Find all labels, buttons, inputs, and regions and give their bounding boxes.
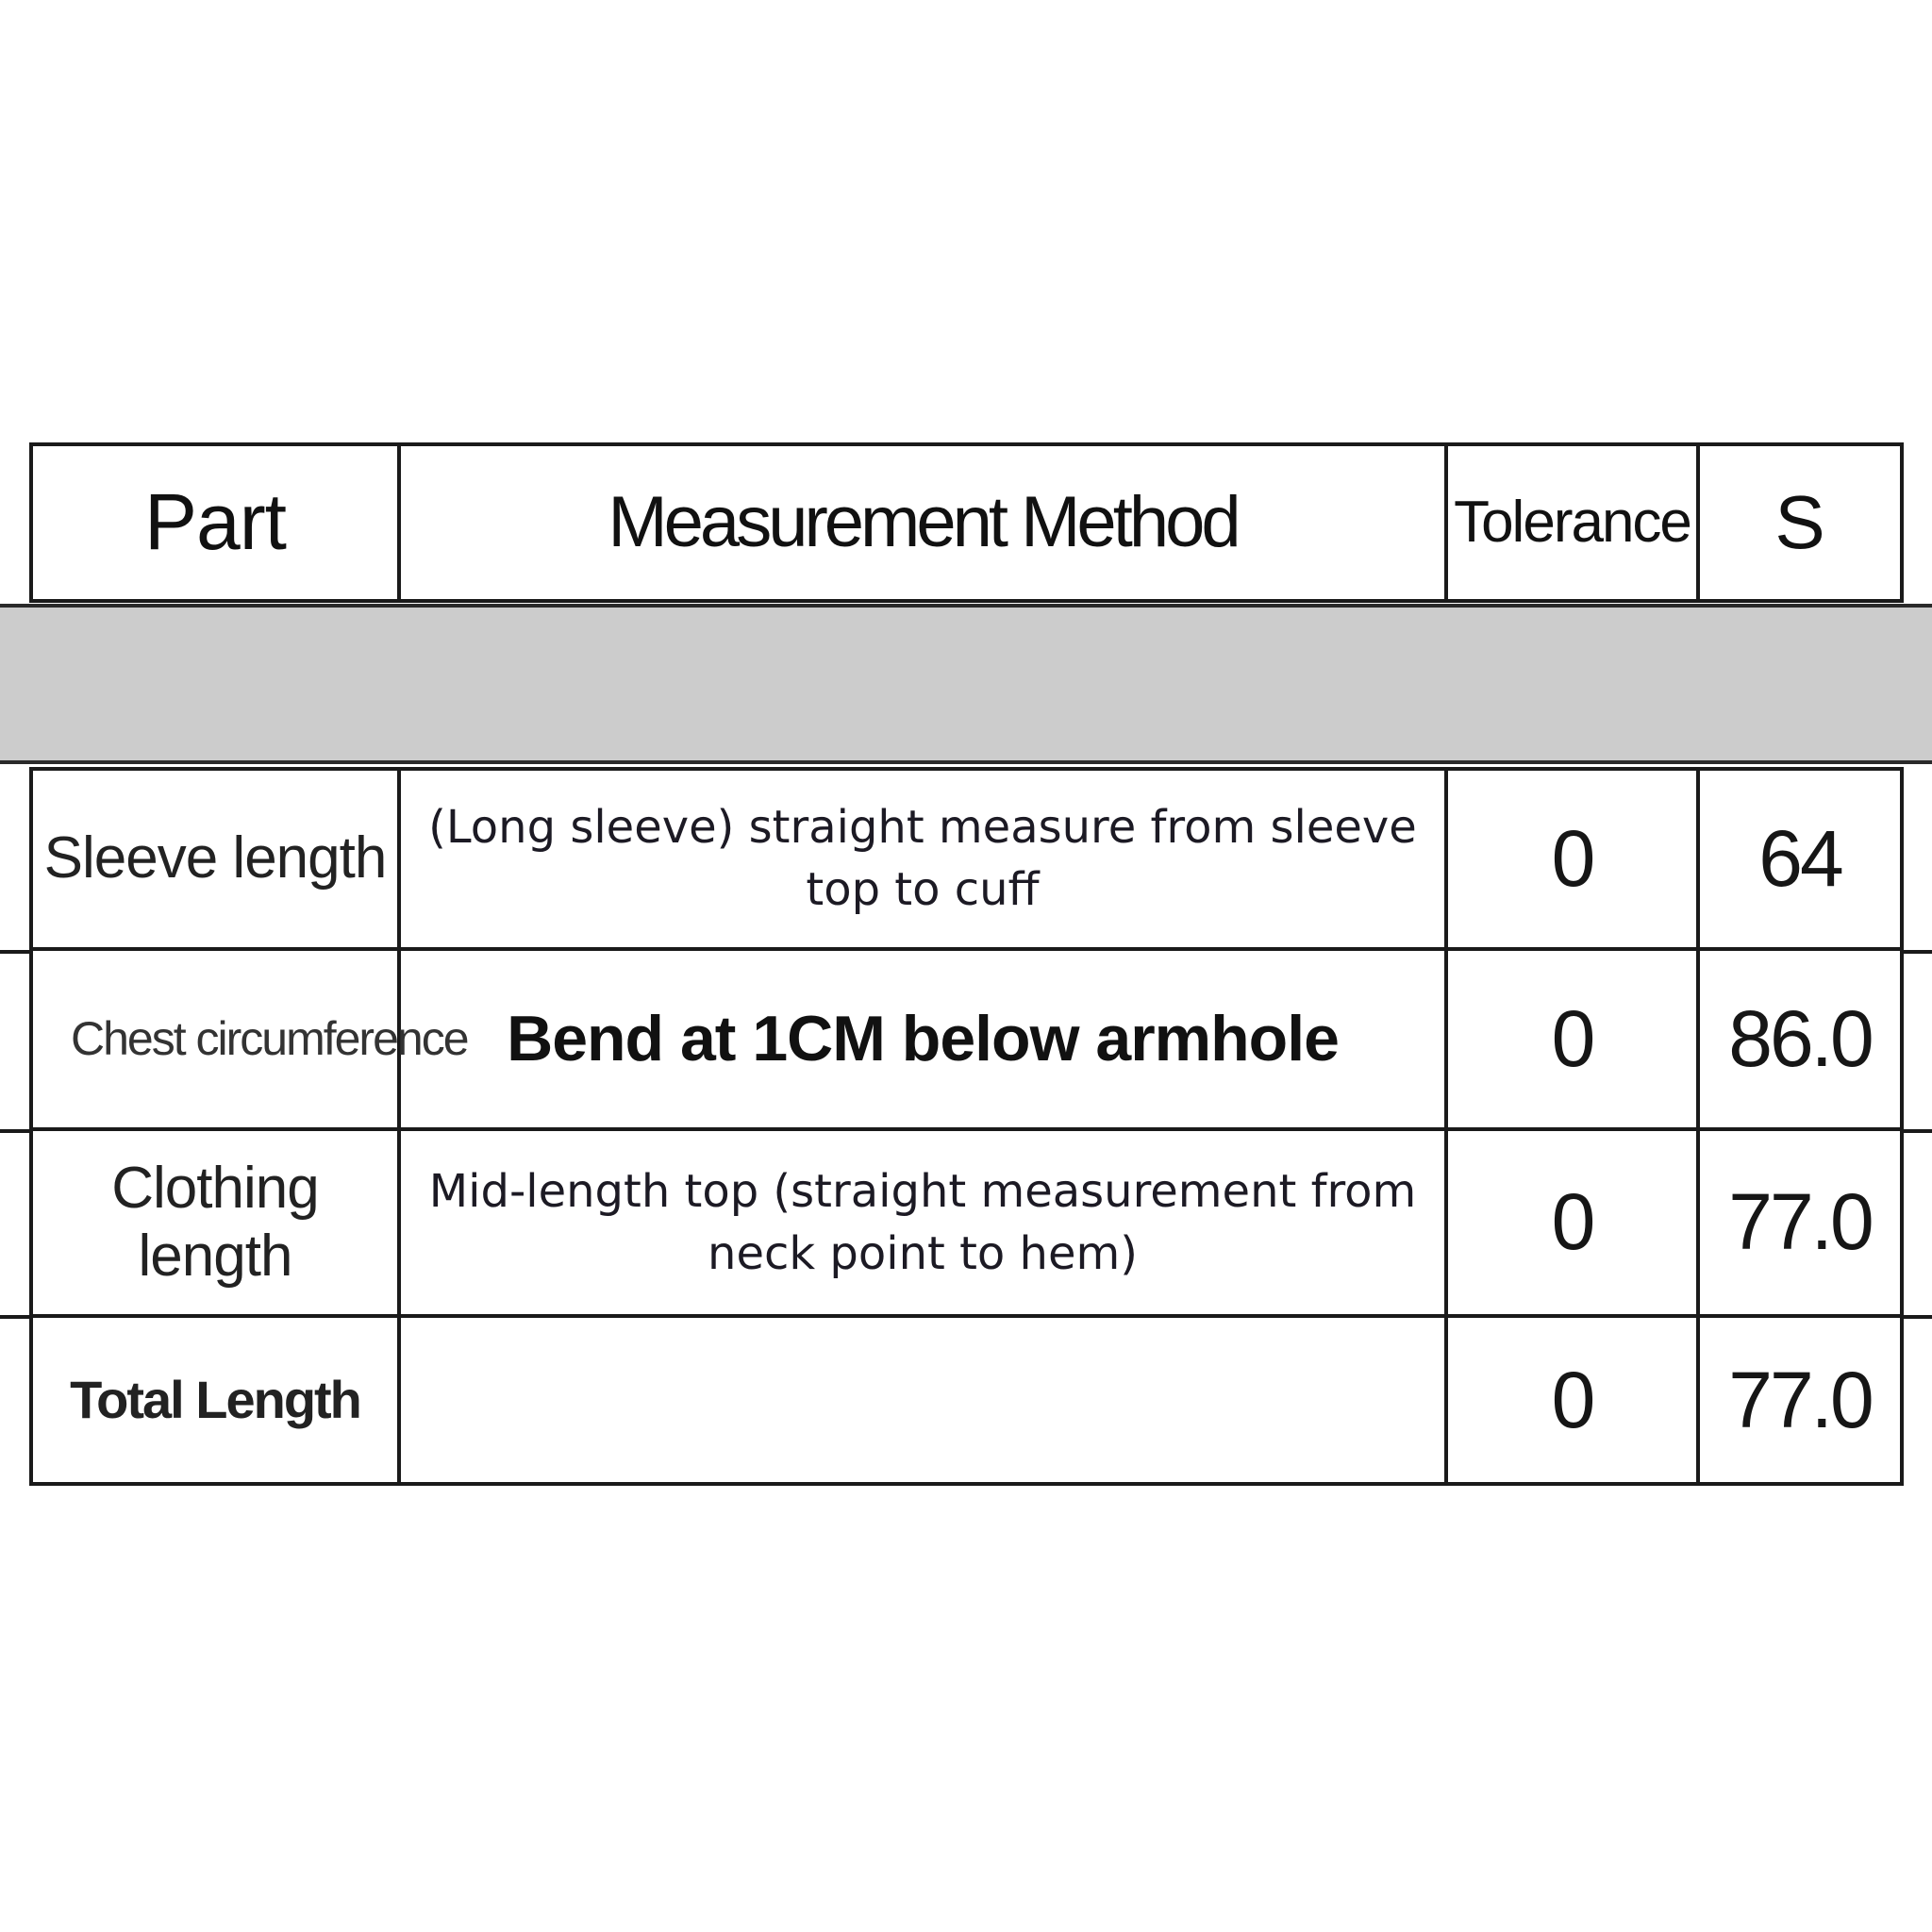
row-divider-stub-left bbox=[0, 1129, 29, 1133]
spacer-cell bbox=[31, 601, 1902, 769]
tolerance-cell: 0 bbox=[1446, 1316, 1698, 1484]
table-row bbox=[31, 1129, 1902, 1316]
part-cell: Sleeve length bbox=[31, 769, 399, 949]
method-cell: Bend at 1CM below armhole bbox=[399, 949, 1446, 1129]
size-chart-table bbox=[29, 442, 1904, 1486]
row-divider-stub-left bbox=[0, 950, 29, 954]
method-cell: Mid-length top (straight measurement from neck point to hem) bbox=[399, 1129, 1446, 1316]
size-cell: 77.0 bbox=[1698, 1316, 1902, 1484]
table-row bbox=[31, 769, 1902, 949]
method-cell: (Long sleeve) straight measure from sleeve top to cuff bbox=[399, 769, 1446, 949]
header-size-s: S bbox=[1698, 444, 1902, 601]
tolerance-cell: 0 bbox=[1446, 949, 1698, 1129]
header-measurement-method: Measurement Method bbox=[399, 444, 1446, 601]
size-cell: 86.0 bbox=[1698, 949, 1902, 1129]
header-part: Part bbox=[31, 444, 399, 601]
row-divider-stub-left bbox=[0, 1315, 29, 1319]
tolerance-cell: 0 bbox=[1446, 769, 1698, 949]
size-cell: 64 bbox=[1698, 769, 1902, 949]
size-cell: 77.0 bbox=[1698, 1129, 1902, 1316]
row-divider-stub-right bbox=[1900, 1315, 1932, 1319]
header-tolerance: Tolerance bbox=[1446, 444, 1698, 601]
part-cell: Clothing length bbox=[31, 1129, 399, 1316]
table-row bbox=[31, 1316, 1902, 1484]
row-divider-stub-right bbox=[1900, 1129, 1932, 1133]
method-cell bbox=[399, 1316, 1446, 1484]
spacer-row bbox=[31, 601, 1902, 769]
part-cell: Chest circumference bbox=[31, 949, 399, 1129]
header-row bbox=[31, 444, 1902, 601]
tolerance-cell: 0 bbox=[1446, 1129, 1698, 1316]
row-divider-stub-right bbox=[1900, 950, 1932, 954]
part-cell: Total Length bbox=[31, 1316, 399, 1484]
table-row bbox=[31, 949, 1902, 1129]
